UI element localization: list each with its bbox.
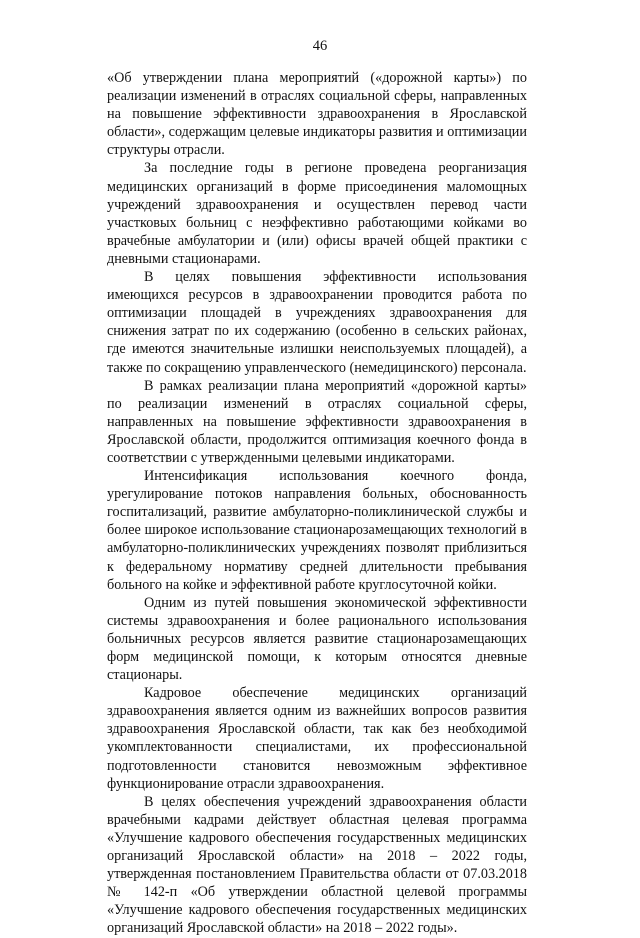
paragraph-6: Одним из путей повышения экономической эффективности системы здравоохранения и более рационального использования больничных ресурсов является развитие стационарозамещающих форм медицинской помощи, к которым относятся дневные стационары.	[107, 594, 527, 684]
paragraph-2: За последние годы в регионе проведена реорганизация медицинских организаций в форме присоединения маломощных учреждений здравоохранения и осуществлен перевод части участковых больниц с неэффективно работающими койками во врачебные амбулатории и (или) офисы врачей общей практики с дневными стационарами.	[107, 160, 527, 267]
paragraph-1: «Об утверждении плана мероприятий («дорожной карты») по реализации изменений в отраслях социальной сферы, направленных на повышение эффективности здравоохранения в Ярославской области», содержащим целевые индикаторы развития и оптимизации структуры отрасли.	[107, 70, 527, 159]
paragraph-5: Интенсификация использования коечного фонда, урегулирование потоков направления больных, обоснованность госпитализаций, развитие амбулаторно-поликлинической службы и более широкое использование стационарозамещающих технологий в амбулаторно-поликлинических учреждениях позволят приблизиться к федеральному нормативу средней длительности пребывания больного на койке и эффективной работе круглосуточной койки.	[107, 468, 527, 593]
paragraph-4: В рамках реализации плана мероприятий «дорожной карты» по реализации изменений в отраслях социальной сферы, направленных на повышение эффективности здравоохранения в Ярославской области, продолжится оптимизация коечного фонда в соответствии с утвержденными целевыми индикаторами.	[107, 377, 527, 466]
page-number: 46	[312, 38, 328, 54]
paragraph-3: В целях повышения эффективности использования имеющихся ресурсов в здравоохранении проводится работа по оптимизации площадей в учреждениях здравоохранения для снижения затрат по их содержанию (особенно в сельских районах, где имеются значительные излишки неиспользуемых площадей), а также по сокращению управленческого (немедицинского) персонала.	[107, 269, 527, 376]
paragraph-7: Кадровое обеспечение медицинских организаций здравоохранения является одним из важнейших вопросов развития здравоохранения Ярославской области, так как без необходимой укомплектованности специалистами, их профессиональной подготовленности становится невозможным эффективное функционирование отрасли здравоохранения.	[107, 685, 527, 792]
body-text	[107, 69, 527, 938]
paragraph-8: В целях обеспечения учреждений здравоохранения области врачебными кадрами действует областная целевая программа «Улучшение кадрового обеспечения государственных медицинских организаций Ярославской области» на 2018 – 2022 годы, утвержденная постановлением Правительства области от 07.03.2018 № 142-п «Об утверждении областной целевой программы «Улучшение кадрового обеспечения государственных медицинских организаций Ярославской области» на 2018 – 2022 годы».	[107, 793, 527, 937]
